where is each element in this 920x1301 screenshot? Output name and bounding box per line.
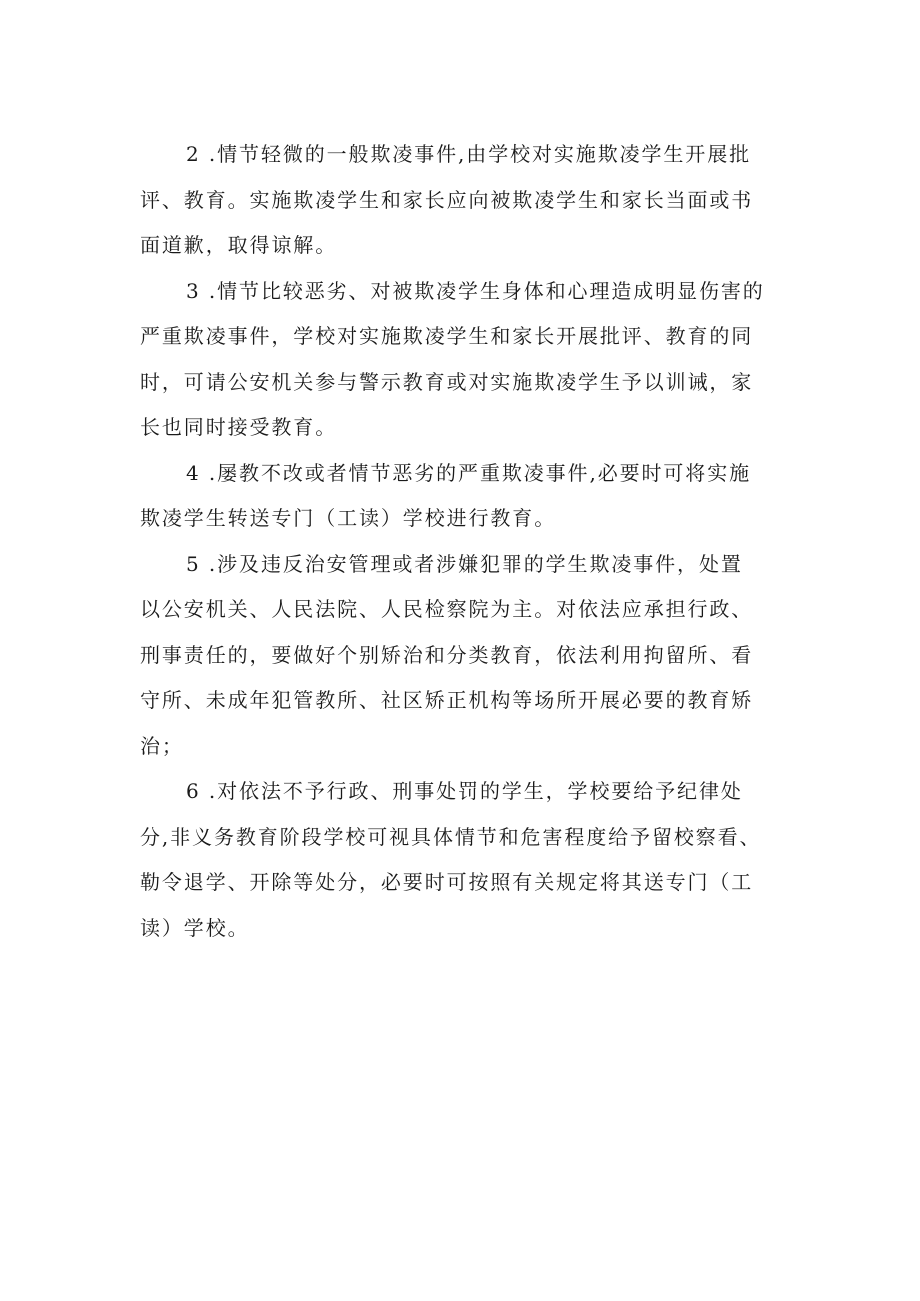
paragraph-line: 5 .涉及违反治安管理或者涉嫌犯罪的学生欺凌事件，处置 [186,551,743,576]
paragraph-line: 治； [140,733,184,758]
paragraph-line: 欺凌学生转送专门（工读）学校进行教育。 [140,506,557,530]
paragraph-line: 读）学校。 [140,915,250,940]
paragraph-line: 面道歉，取得谅解。 [140,233,338,257]
paragraph-line: 严重欺凌事件，学校对实施欺凌学生和家长开展批评、教育的同 [140,324,754,348]
document-body [140,132,790,951]
paragraph-item-3 [140,269,790,451]
paragraph-line: 4 .屡教不改或者情节恶劣的严重欺凌事件,必要时可将实施 [186,460,751,485]
paragraph-line: 刑事责任的，要做好个别矫治和分类教育，依法利用拘留所、看 [140,642,754,667]
paragraph-line: 时，可请公安机关参与警示教育或对实施欺凌学生予以训诫，家 [140,369,754,394]
paragraph-line: 守所、未成年犯管教所、社区矫正机构等场所开展必要的教育矫 [140,688,754,712]
paragraph-line: 2 .情节轻微的一般欺凌事件,由学校对实施欺凌学生开展批 [186,142,751,166]
paragraph-line: 分,非义务教育阶段学校可视具体情节和危害程度给予留校察看、 [140,824,762,849]
paragraph-item-4 [140,451,790,542]
paragraph-item-2 [140,132,790,269]
paragraph-line: 勒令退学、开除等处分，必要时可按照有关规定将其送专门（工 [140,870,754,894]
paragraph-item-5 [140,542,790,770]
paragraph-line: 3 .情节比较恶劣、对被欺凌学生身体和心理造成明显伤害的 [186,278,765,303]
paragraph-line: 长也同时接受教育。 [140,415,338,439]
paragraph-line: 评、教育。实施欺凌学生和家长应向被欺凌学生和家长当面或书 [140,187,754,212]
paragraph-item-6 [140,769,790,951]
paragraph-line: 6 .对依法不予行政、刑事处罚的学生，学校要给予纪律处 [186,779,743,803]
paragraph-line: 以公安机关、人民法院、人民检察院为主。对依法应承担行政、 [140,597,754,621]
